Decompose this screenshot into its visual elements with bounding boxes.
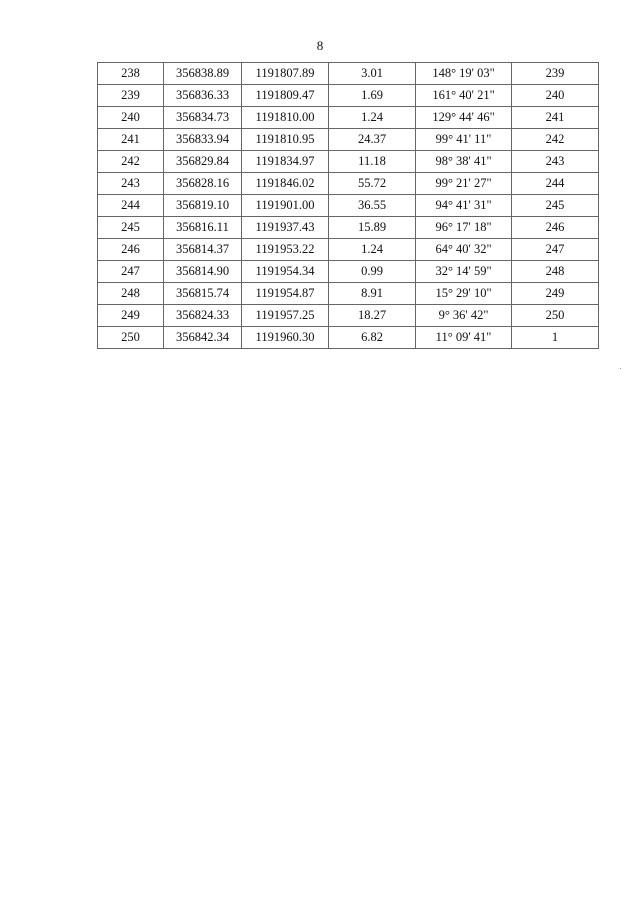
cell-x-coordinate: 356814.90 [164, 261, 242, 283]
cell-angle: 32° 14' 59" [416, 261, 512, 283]
cell-point-number: 239 [98, 85, 164, 107]
cell-point-number: 245 [98, 217, 164, 239]
cell-distance: 8.91 [329, 283, 416, 305]
cell-point-number: 240 [98, 107, 164, 129]
cell-distance: 36.55 [329, 195, 416, 217]
cell-y-coordinate: 1191901.00 [242, 195, 329, 217]
cell-x-coordinate: 356842.34 [164, 327, 242, 349]
cell-x-coordinate: 356815.74 [164, 283, 242, 305]
table-row [98, 63, 599, 85]
cell-x-coordinate: 356829.84 [164, 151, 242, 173]
cell-angle: 99° 21' 27" [416, 173, 512, 195]
cell-x-coordinate: 356819.10 [164, 195, 242, 217]
cell-angle: 98° 38' 41" [416, 151, 512, 173]
cell-next-point: 247 [512, 239, 599, 261]
cell-next-point: 249 [512, 283, 599, 305]
coordinate-table-body [98, 63, 599, 349]
cell-angle: 11° 09' 41" [416, 327, 512, 349]
cell-distance: 11.18 [329, 151, 416, 173]
table-row [98, 217, 599, 239]
cell-next-point: 246 [512, 217, 599, 239]
cell-next-point: 244 [512, 173, 599, 195]
table-row [98, 151, 599, 173]
table-row [98, 239, 599, 261]
cell-y-coordinate: 1191960.30 [242, 327, 329, 349]
cell-y-coordinate: 1191954.34 [242, 261, 329, 283]
cell-distance: 1.69 [329, 85, 416, 107]
cell-y-coordinate: 1191807.89 [242, 63, 329, 85]
cell-angle: 64° 40' 32" [416, 239, 512, 261]
cell-point-number: 242 [98, 151, 164, 173]
cell-next-point: 239 [512, 63, 599, 85]
cell-y-coordinate: 1191834.97 [242, 151, 329, 173]
cell-next-point: 1 [512, 327, 599, 349]
cell-y-coordinate: 1191810.00 [242, 107, 329, 129]
cell-next-point: 248 [512, 261, 599, 283]
cell-point-number: 244 [98, 195, 164, 217]
cell-distance: 18.27 [329, 305, 416, 327]
cell-y-coordinate: 1191809.47 [242, 85, 329, 107]
cell-point-number: 250 [98, 327, 164, 349]
cell-point-number: 246 [98, 239, 164, 261]
cell-distance: 1.24 [329, 239, 416, 261]
table-row [98, 107, 599, 129]
cell-distance: 6.82 [329, 327, 416, 349]
cell-distance: 15.89 [329, 217, 416, 239]
page-number: 8 [316, 38, 324, 53]
cell-next-point: 245 [512, 195, 599, 217]
cell-next-point: 242 [512, 129, 599, 151]
cell-angle: 94° 41' 31" [416, 195, 512, 217]
cell-distance: 55.72 [329, 173, 416, 195]
cell-distance: 1.24 [329, 107, 416, 129]
cell-angle: 148° 19' 03" [416, 63, 512, 85]
cell-point-number: 243 [98, 173, 164, 195]
cell-distance: 24.37 [329, 129, 416, 151]
cell-point-number: 238 [98, 63, 164, 85]
cell-x-coordinate: 356833.94 [164, 129, 242, 151]
cell-angle: 9° 36' 42" [416, 305, 512, 327]
table-row [98, 173, 599, 195]
cell-x-coordinate: 356828.16 [164, 173, 242, 195]
cell-angle: 96° 17' 18" [416, 217, 512, 239]
cell-angle: 161° 40' 21" [416, 85, 512, 107]
cell-x-coordinate: 356836.33 [164, 85, 242, 107]
cell-next-point: 240 [512, 85, 599, 107]
cell-next-point: 243 [512, 151, 599, 173]
coordinate-table [97, 62, 599, 349]
cell-point-number: 241 [98, 129, 164, 151]
table-row [98, 129, 599, 151]
cell-x-coordinate: 356816.11 [164, 217, 242, 239]
table-row [98, 283, 599, 305]
cell-y-coordinate: 1191954.87 [242, 283, 329, 305]
cell-point-number: 249 [98, 305, 164, 327]
table-row [98, 305, 599, 327]
cell-y-coordinate: 1191846.02 [242, 173, 329, 195]
cell-y-coordinate: 1191953.22 [242, 239, 329, 261]
table-row [98, 85, 599, 107]
cell-x-coordinate: 356834.73 [164, 107, 242, 129]
cell-y-coordinate: 1191957.25 [242, 305, 329, 327]
cell-x-coordinate: 356838.89 [164, 63, 242, 85]
cell-point-number: 248 [98, 283, 164, 305]
cell-next-point: 250 [512, 305, 599, 327]
cell-angle: 129° 44' 46" [416, 107, 512, 129]
table-row [98, 261, 599, 283]
cell-y-coordinate: 1191810.95 [242, 129, 329, 151]
cell-angle: 15° 29' 10" [416, 283, 512, 305]
cell-x-coordinate: 356814.37 [164, 239, 242, 261]
cell-distance: 0.99 [329, 261, 416, 283]
cell-x-coordinate: 356824.33 [164, 305, 242, 327]
table-row [98, 195, 599, 217]
cell-next-point: 241 [512, 107, 599, 129]
scan-speck [620, 368, 621, 369]
table-row [98, 327, 599, 349]
cell-point-number: 247 [98, 261, 164, 283]
cell-angle: 99° 41' 11" [416, 129, 512, 151]
cell-y-coordinate: 1191937.43 [242, 217, 329, 239]
cell-distance: 3.01 [329, 63, 416, 85]
